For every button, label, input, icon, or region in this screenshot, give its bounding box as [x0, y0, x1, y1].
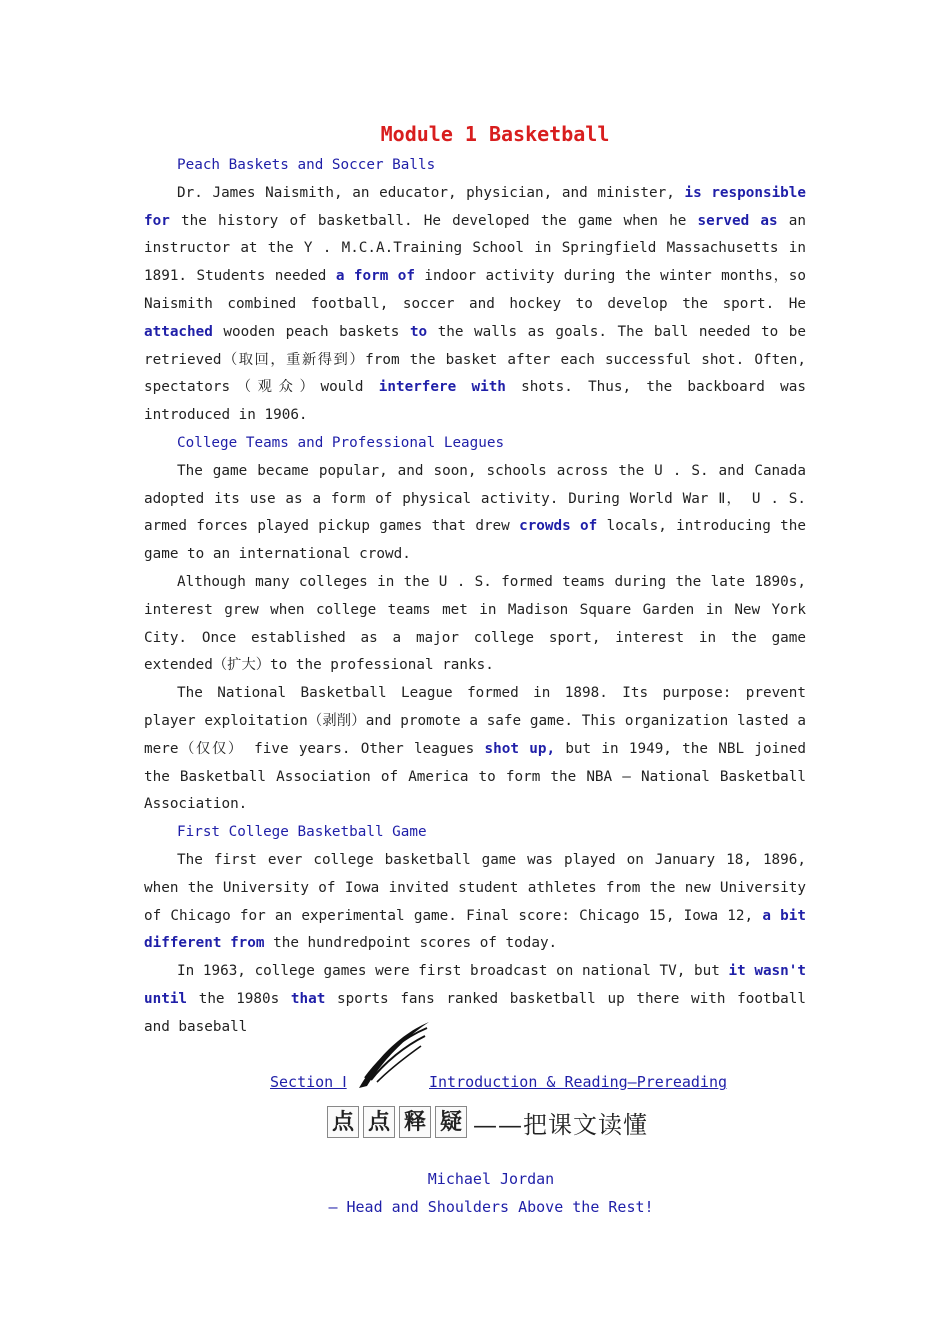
phrase-served-as: served as — [697, 212, 778, 229]
section-label: Section Ⅰ — [270, 1073, 347, 1091]
paragraph-nbl: The National Basketball League formed in 1898. Its purpose: prevent player exploitation（剥削）and promote a safe game. This organization lasted a mere（仅仅） five years. Other leagues shot up, but in 1949, the NBL joined the Basketball Association of America to form the NBA — National Basketball Association. — [144, 685, 806, 813]
section-title: Introduction & Reading—Prereading — [429, 1073, 728, 1091]
paragraph-colleges: Although many colleges in the U . S. formed teams during the late 1890s, interest grew when college teams met in Madison Square Garden in New York City. Once established as a major college sport, interest in the game extended（扩大）to the professional ranks. — [144, 573, 806, 674]
paragraph-first-game: The first ever college basketball game was played on January 18, 1896, when the University of Iowa invited student athletes from the new University of Chicago for an experimental game. Final score: Chicago 15, Iowa 12, a bit different from the hundredpoint scores of today. — [144, 851, 806, 952]
module-title: Module 1 Basketball — [380, 122, 610, 146]
phrase-interfere-with: interfere with — [378, 379, 506, 396]
banner-box-char: 疑 — [435, 1106, 467, 1138]
reading-subtitle: — Head and Shoulders Above the Rest! — [328, 1198, 654, 1216]
banner-heading — [327, 1104, 648, 1140]
phrase-attached: attached — [144, 323, 213, 340]
phrase-to: to — [409, 323, 428, 340]
heading-peach-baskets: Peach Baskets and Soccer Balls — [177, 157, 436, 173]
banner-text: ——把课文读懂 — [473, 1110, 648, 1139]
banner-box-char: 释 — [399, 1106, 431, 1138]
banner-box-char: 点 — [327, 1106, 359, 1138]
banner-box-char: 点 — [363, 1106, 395, 1138]
phrase-it-wasnt-until: it wasn't until — [144, 963, 806, 1007]
heading-first-game: First College Basketball Game — [177, 824, 427, 841]
phrase-a-form-of: a form of — [335, 268, 415, 285]
reading-title: Michael Jordan — [427, 1170, 555, 1188]
phrase-crowds-of: crowds of — [519, 518, 598, 535]
paragraph-broadcast: In 1963, college games were first broadcast on national TV, but it wasn't until the 1980s that sports fans ranked basketball up there with football and baseball — [144, 963, 806, 1035]
article-body — [144, 152, 806, 1042]
heading-college-teams: College Teams and Professional Leagues — [177, 434, 505, 451]
section-heading — [0, 1073, 950, 1099]
paragraph-popular: The game became popular, and soon, schools across the U . S. and Canada adopted its use as a form of physical activity. During World War Ⅱ， U . S. armed forces played pickup games that drew crowds of locals, introducing the game to an international crowd. — [144, 462, 806, 563]
phrase-a-bit-different-from: a bit different from — [144, 907, 806, 952]
phrase-is-responsible-for: is responsible for — [144, 184, 807, 229]
phrase-shot-up: shot up, — [484, 740, 556, 757]
paragraph-naismith: Dr. James Naismith, an educator, physician, and minister, is responsible for the history of basketball. He developed the game when he served as an instructor at the Y . M.C.A.Training School in Springfield Massachusetts in 1891. Students needed a form of indoor activity during the winter months，so Naismith combined football, soccer and hockey to develop the sport. He attached wooden peach baskets to the walls as goals. The ball needed to be retrieved（取回，重新得到）from the basket after each successful shot. Often, spectators（观众）would interfere with shots. Thus, the backboard was introduced in 1906. — [144, 184, 807, 424]
phrase-that: that — [290, 990, 326, 1007]
